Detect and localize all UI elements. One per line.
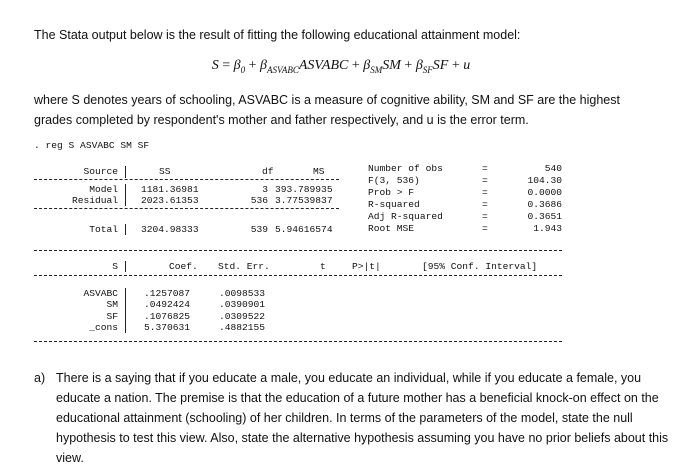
question-a (34, 368, 674, 468)
anova-row-model-ms: 393.789935 (275, 184, 333, 195)
anova-row-model-df: 3 (262, 184, 268, 195)
coef-rule-header (34, 275, 562, 276)
anova-separator (125, 224, 126, 235)
stat-label-r2: R-squared (368, 199, 420, 210)
anova-row-residual-source: Residual (71, 195, 118, 206)
coef-rule-top (34, 250, 562, 251)
eq-beta2-sub: SM (370, 64, 383, 75)
eq-plus-2: + (351, 58, 360, 73)
anova-rule-top (34, 179, 339, 180)
eq-var1: ASVABC (298, 58, 349, 73)
anova-separator (125, 166, 126, 178)
eq-beta0: β (233, 58, 241, 73)
coef-row-asvabc-var: ASVABC (83, 288, 118, 299)
variable-definitions: where S denotes years of schooling, ASVABC is a measure of cognitive ability, SM and SF are the highest grades completed by respondent's mother and father respectively, and u is the error term. (34, 93, 620, 127)
anova-row-model-ss: 1181.36981 (141, 184, 199, 195)
anova-row-total-source: Total (89, 224, 118, 235)
coef-row-sm-se: .0390901 (219, 299, 266, 310)
anova-row-model-source: Model (89, 184, 118, 195)
coef-row-sf-coef: .1076825 (144, 311, 191, 322)
coef-header-var: S (112, 261, 118, 272)
coef-header-t: t (320, 261, 326, 272)
stat-value-probf: 0.0000 (527, 187, 562, 198)
coef-row-cons-coef: 5.370631 (144, 322, 191, 333)
eq-beta3-sub: SF (422, 64, 433, 75)
stat-value-rmse: 1.943 (533, 223, 562, 234)
coef-header-p: P>|t| (352, 261, 381, 272)
eq-equals: = (222, 58, 231, 73)
coef-header-se: Std. Err. (218, 261, 270, 272)
eq-plus-4: + (451, 58, 460, 73)
eq-beta3: β (415, 58, 423, 73)
eq-var3: SF (432, 58, 449, 73)
stat-label-probf: Prob > F (368, 187, 415, 198)
coef-header-coef: Coef. (169, 261, 198, 272)
coef-row-cons-se: .4882155 (219, 322, 266, 333)
eq-lhs: S (211, 58, 219, 73)
stat-label-f: F(3, 536) (368, 175, 420, 186)
question-label: a) (34, 371, 46, 385)
stat-eq-r2: = (482, 199, 488, 210)
stata-command: . reg S ASVABC SM SF (34, 140, 150, 151)
anova-row-total-ms: 5.94616574 (275, 224, 333, 235)
anova-header-source: Source (83, 166, 118, 177)
coef-row-sf-var: SF (106, 311, 118, 322)
anova-row-total-ss: 3204.98333 (141, 224, 199, 235)
eq-beta2: β (363, 58, 371, 73)
eq-beta0-sub: 0 (240, 64, 246, 75)
anova-separator (125, 184, 126, 206)
model-equation (0, 58, 682, 75)
anova-header-ss: SS (159, 166, 171, 177)
eq-beta1-sub: ASVABC (267, 64, 299, 75)
eq-plus-1: + (248, 58, 257, 73)
eq-error: u (463, 58, 471, 73)
coef-header-ci: [95% Conf. Interval] (422, 261, 538, 272)
coef-rule-bottom (34, 341, 562, 342)
eq-plus-3: + (404, 58, 413, 73)
stat-eq-probf: = (482, 187, 488, 198)
stat-value-f: 104.30 (527, 175, 562, 186)
coef-row-asvabc-coef: .1257087 (144, 288, 191, 299)
coef-row-sf-se: .0309522 (219, 311, 266, 322)
stat-eq-f: = (482, 175, 488, 186)
stat-label-rmse: Root MSE (368, 223, 415, 234)
coef-row-asvabc-se: .0098533 (219, 288, 266, 299)
eq-var2: SM (382, 58, 401, 73)
coef-row-sm-var: SM (106, 299, 118, 310)
coef-row-sm-coef: .0492424 (144, 299, 191, 310)
anova-row-residual-ss: 2023.61353 (141, 195, 199, 206)
coef-separator (125, 288, 126, 333)
stat-value-nobs: 540 (544, 163, 562, 174)
anova-header-ms: MS (313, 166, 325, 177)
anova-row-residual-df: 536 (250, 195, 268, 206)
intro-text: The Stata output below is the result of fitting the following educational attainment model: (34, 28, 521, 42)
coef-row-cons-var: _cons (89, 322, 118, 333)
stat-label-nobs: Number of obs (368, 163, 443, 174)
stat-eq-adjr2: = (482, 211, 488, 222)
stata-output (34, 140, 564, 355)
stat-value-adjr2: 0.3651 (527, 211, 562, 222)
stat-eq-nobs: = (482, 163, 488, 174)
anova-rule-mid (34, 208, 339, 209)
anova-row-residual-ms: 3.77539837 (275, 195, 333, 206)
anova-header-df: df (262, 166, 274, 177)
eq-beta1: β (260, 58, 267, 73)
stat-eq-rmse: = (482, 223, 488, 234)
stat-value-r2: 0.3686 (527, 199, 562, 210)
anova-row-total-df: 539 (250, 224, 268, 235)
question-text: There is a saying that if you educate a male, you educate an individual, while if you educate a female, you educate a nation. The premise is that the education of a future mother has a beneficial knock-on effect on the educational attainment (schooling) of her children. In terms of the parameters of the model, state the null hypothesis to test this view. Also, state the alternative hypothesis assuming you have no prior beliefs about this view. (56, 371, 669, 465)
coef-separator (125, 261, 126, 272)
stat-label-adjr2: Adj R-squared (368, 211, 443, 222)
